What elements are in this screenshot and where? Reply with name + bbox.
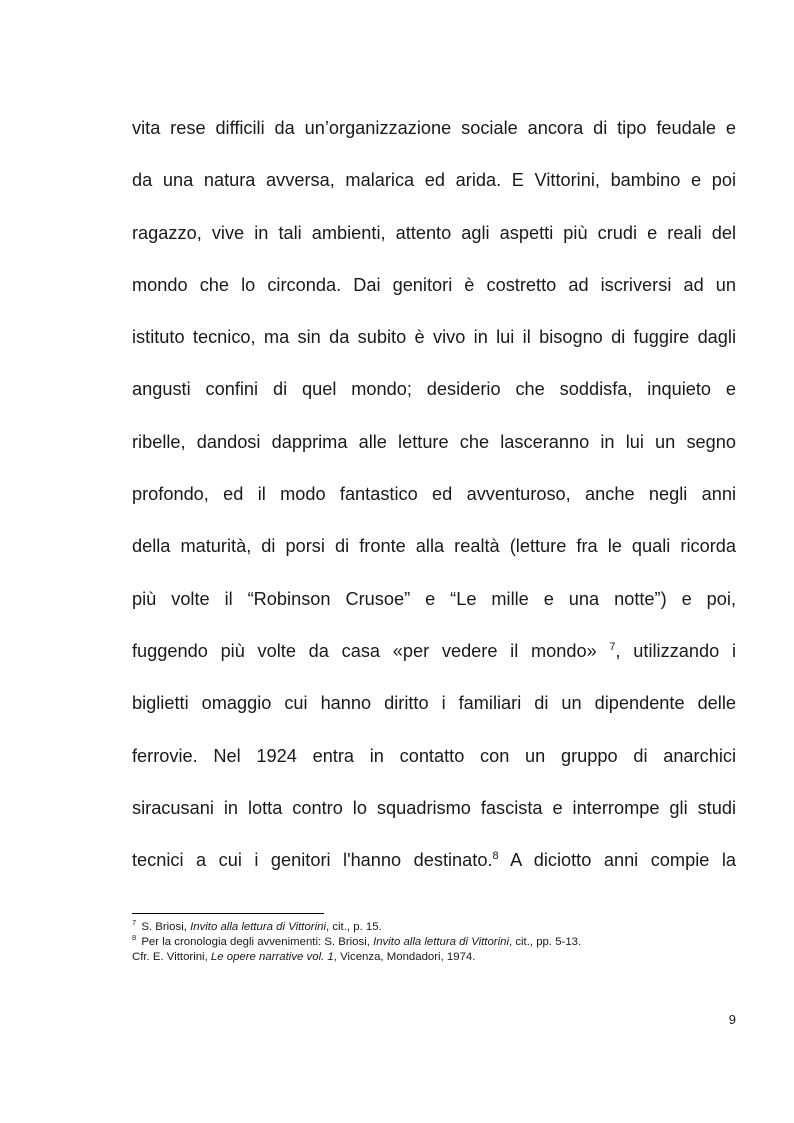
footnote-7 <box>132 920 736 935</box>
footnote-text: , cit., p. 15. <box>326 921 382 933</box>
footnote-text: S. Briosi, <box>138 921 191 933</box>
text-segment: tecnici a cui i genitori l'hanno destinato. <box>132 850 493 871</box>
text-line: da una natura avversa, malarica ed arida. E Vittorini, bambino e poi <box>132 170 736 191</box>
text-line: ribelle, dandosi dapprima alle letture che lasceranno in lui un segno <box>132 431 736 452</box>
footnote-title: Le opere narrative vol. 1 <box>210 951 334 963</box>
text-line: istituto tecnico, ma sin da subito è vivo in lui il bisogno di fuggire dagli <box>132 327 736 348</box>
footnote-title: Invito alla lettura di Vittorini <box>373 936 509 948</box>
footnote-number: 8 <box>132 933 137 943</box>
footnote-ref-8[interactable]: 8 <box>492 850 499 863</box>
text-line: biglietti omaggio cui hanno diritto i familiari di un dipendente delle <box>132 693 736 714</box>
body-text <box>132 108 736 892</box>
text-line: angusti confini di quel mondo; desiderio che soddisfa, inquieto e <box>132 379 736 400</box>
text-line: più volte il “Robinson Crusoe” e “Le mille e una notte”) e poi, <box>132 588 736 609</box>
footnote-text: , Vicenza, Mondadori, 1974. <box>333 951 476 963</box>
footnote-text: Per la cronologia degli avvenimenti: S. Briosi, <box>138 936 374 948</box>
text-segment: A diciotto anni compie la <box>498 850 736 871</box>
footnote-ref-7[interactable]: 7 <box>609 640 616 653</box>
footnote-cfr <box>132 950 736 965</box>
footnote-number: 7 <box>132 918 137 928</box>
footnote-8 <box>132 935 736 950</box>
footnote-title: Invito alla lettura di Vittorini <box>190 921 326 933</box>
text-segment: fuggendo più volte da casa «per vedere il mondo» <box>132 640 610 661</box>
text-line: mondo che lo circonda. Dai genitori è costretto ad iscriversi ad un <box>132 274 736 295</box>
text-line: siracusani in lotta contro lo squadrismo fascista e interrompe gli studi <box>132 797 736 818</box>
text-line: profondo, ed il modo fantastico ed avventuroso, anche negli anni <box>132 484 736 505</box>
text-line: ferrovie. Nel 1924 entra in contatto con un gruppo di anarchici <box>132 745 736 766</box>
text-line-with-footnote-ref <box>132 840 736 892</box>
text-segment: , utilizzando i <box>615 640 736 661</box>
footnote-text: , cit., pp. 5-13. <box>508 936 582 948</box>
text-line: della maturità, di porsi di fronte alla realtà (letture fra le quali ricorda <box>132 536 736 557</box>
page-number: 9 <box>728 1012 736 1027</box>
footnote-text: Cfr. E. Vittorini, <box>132 951 211 963</box>
text-line: vita rese difficili da un’organizzazione sociale ancora di tipo feudale e <box>132 118 736 138</box>
footnotes <box>132 920 736 965</box>
footnote-separator <box>132 913 324 914</box>
text-line-with-footnote-ref <box>132 631 736 683</box>
text-line: ragazzo, vive in tali ambienti, attento agli aspetti più crudi e reali del <box>132 222 736 243</box>
